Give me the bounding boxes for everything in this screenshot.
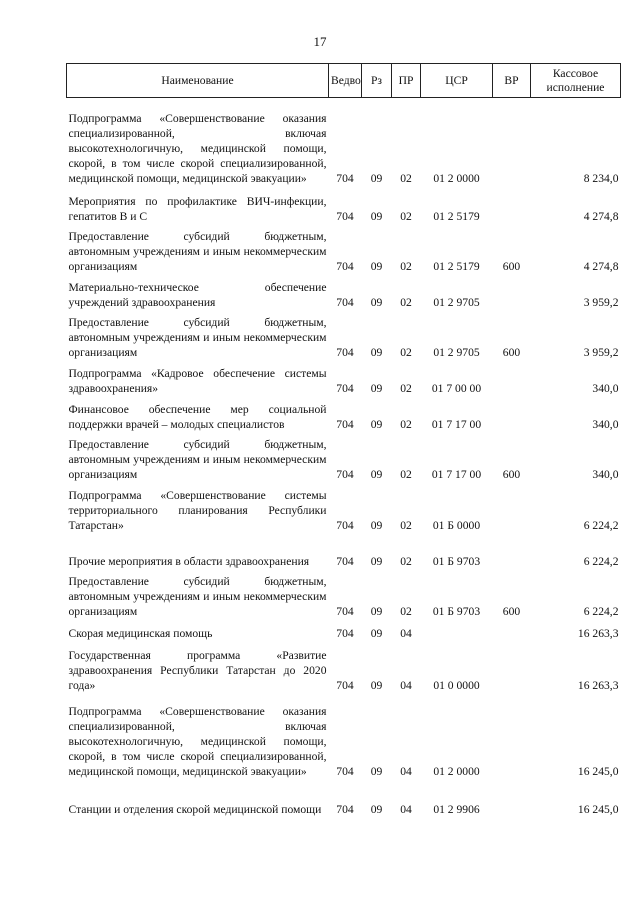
header-name: Наименование (67, 64, 329, 98)
table-row (67, 537, 621, 573)
cell-rz: 09 (370, 209, 383, 223)
cell-amount: 16 263,3 (577, 626, 619, 640)
cell-amount: 6 224,2 (583, 554, 619, 568)
header-pr: ПР (392, 64, 421, 98)
table-row (67, 645, 621, 697)
cell-rz: 09 (370, 467, 383, 481)
cell-pr: 04 (400, 678, 412, 692)
table-row (67, 623, 621, 645)
cell-name: Подпрограмма «Совершенствование оказания специализированной, включая высокотехнологичную, медицинской помощи, скорой, в том числе скорой специализированной, медицинской помощи, медицинской эвакуации» (68, 704, 327, 778)
table-row (67, 697, 621, 783)
cell-vedo: 704 (336, 295, 354, 309)
cell-rz: 09 (370, 518, 383, 532)
cell-name: Предоставление субсидий бюджетным, автономным учреждениям и иным некоммерческим организациям (68, 437, 327, 481)
cell-rz: 09 (370, 626, 383, 640)
cell-csr: 01 2 5179 (433, 209, 480, 223)
cell-csr: 01 7 17 00 (431, 467, 482, 481)
cell-name: Финансовое обеспечение мер социальной поддержки врачей – молодых специалистов (68, 402, 327, 431)
cell-vedo: 704 (336, 764, 354, 778)
cell-pr: 02 (400, 171, 412, 185)
cell-amount: 340,0 (592, 467, 619, 481)
cell-csr: 01 Б 0000 (432, 518, 481, 532)
table-row (67, 278, 621, 314)
cell-vr (493, 697, 531, 783)
cell-vedo: 704 (336, 604, 354, 618)
cell-amount: 6 224,2 (583, 518, 619, 532)
cell-pr: 04 (400, 764, 412, 778)
cell-amount: 6 224,2 (583, 604, 619, 618)
cell-amount: 4 274,8 (583, 259, 619, 273)
cell-vedo: 704 (336, 209, 354, 223)
cell-vr: 600 (502, 259, 521, 273)
page-number: 17 (313, 34, 327, 49)
cell-amount: 4 274,8 (583, 209, 619, 223)
cell-amount: 8 234,0 (583, 171, 619, 185)
cell-pr: 02 (400, 295, 412, 309)
cell-name: Скорая медицинская помощь (68, 626, 213, 640)
cell-name: Подпрограмма «Совершенствование оказания специализированной, включая высокотехнологичную, медицинской помощи, скорой, в том числе скорой специализированной, медицинской помощи, медицинской эвакуации» (68, 111, 327, 185)
cell-pr: 04 (400, 802, 412, 816)
cell-name: Материально-техническое обеспечение учреждений здравоохранения (68, 280, 327, 309)
cell-vr (493, 783, 531, 821)
cell-csr: 01 7 17 00 (431, 417, 482, 431)
cell-pr: 02 (400, 518, 412, 532)
cell-vr (493, 400, 531, 436)
cell-pr: 02 (400, 345, 412, 359)
cell-amount: 3 959,2 (583, 345, 619, 359)
cell-rz: 09 (370, 259, 383, 273)
cell-vedo: 704 (336, 802, 354, 816)
header-csr: ЦСР (421, 64, 493, 98)
table-row (67, 486, 621, 537)
cell-name: Мероприятия по профилактике ВИЧ-инфекции, гепатитов В и С (68, 194, 327, 223)
cell-pr: 02 (400, 467, 412, 481)
cell-csr: 01 2 0000 (433, 764, 480, 778)
cell-csr: 01 Б 9703 (432, 554, 481, 568)
cell-csr: 01 0 0000 (433, 678, 480, 692)
cell-name: Предоставление субсидий бюджетным, автономным учреждениям и иным некоммерческим организациям (68, 574, 327, 618)
cell-vr: 600 (502, 467, 521, 481)
cell-vr (493, 645, 531, 697)
table-row (67, 783, 621, 821)
cell-csr: 01 7 00 00 (431, 381, 482, 395)
cell-csr: 01 2 9906 (433, 802, 480, 816)
cell-csr: 01 Б 9703 (432, 604, 481, 618)
cell-vedo: 704 (336, 259, 354, 273)
table-row (67, 314, 621, 364)
cell-rz: 09 (370, 345, 383, 359)
cell-vr (493, 190, 531, 228)
cell-rz: 09 (370, 678, 383, 692)
cell-pr: 02 (400, 259, 412, 273)
cell-rz: 09 (370, 802, 383, 816)
header-vr: ВР (493, 64, 531, 98)
cell-vedo: 704 (336, 518, 354, 532)
cell-vedo: 704 (336, 467, 354, 481)
cell-vedo: 704 (336, 345, 354, 359)
cell-pr: 02 (400, 554, 412, 568)
header-vedo: Ведво (329, 64, 362, 98)
cell-rz: 09 (370, 171, 383, 185)
budget-table (66, 63, 621, 821)
cell-pr: 02 (400, 209, 412, 223)
cell-pr: 02 (400, 604, 412, 618)
cell-vedo: 704 (336, 171, 354, 185)
cell-rz: 09 (370, 764, 383, 778)
cell-rz: 09 (370, 604, 383, 618)
cell-amount: 16 245,0 (577, 764, 619, 778)
cell-name: Прочие мероприятия в области здравоохранения (68, 554, 310, 568)
table-header-row (67, 64, 621, 98)
cell-csr: 01 2 5179 (433, 259, 480, 273)
cell-rz: 09 (370, 554, 383, 568)
table-row (67, 190, 621, 228)
cell-csr (421, 623, 493, 645)
cell-csr: 01 2 9705 (433, 345, 480, 359)
cell-amount: 340,0 (592, 417, 619, 431)
cell-name: Предоставление субсидий бюджетным, автономным учреждениям и иным некоммерческим организациям (68, 229, 327, 273)
cell-vr (493, 98, 531, 190)
cell-vedo: 704 (336, 381, 354, 395)
cell-vedo: 704 (336, 626, 354, 640)
cell-name: Подпрограмма «Кадровое обеспечение системы здравоохранения» (68, 366, 327, 395)
table-row (67, 573, 621, 623)
cell-vr (493, 278, 531, 314)
cell-vedo: 704 (336, 554, 354, 568)
cell-name: Предоставление субсидий бюджетным, автономным учреждениям и иным некоммерческим организациям (68, 315, 327, 359)
cell-amount: 3 959,2 (583, 295, 619, 309)
cell-vr (493, 364, 531, 400)
cell-rz: 09 (370, 381, 383, 395)
cell-vr: 600 (502, 604, 521, 618)
header-kass: Кассовое исполнение (531, 64, 621, 98)
table-row (67, 364, 621, 400)
cell-vedo: 704 (336, 678, 354, 692)
cell-rz: 09 (370, 417, 383, 431)
cell-amount: 16 245,0 (577, 802, 619, 816)
cell-vr: 600 (502, 345, 521, 359)
cell-rz: 09 (370, 295, 383, 309)
cell-vr (493, 486, 531, 537)
cell-pr: 02 (400, 381, 412, 395)
cell-amount: 340,0 (592, 381, 619, 395)
table-row (67, 436, 621, 486)
cell-pr: 02 (400, 417, 412, 431)
cell-vedo: 704 (336, 417, 354, 431)
cell-amount: 16 263,3 (577, 678, 619, 692)
table-row (67, 228, 621, 278)
cell-vr (493, 537, 531, 573)
cell-csr: 01 2 0000 (433, 171, 480, 185)
header-rz: Рз (362, 64, 392, 98)
cell-name: Государственная программа «Развитие здравоохранения Республики Татарстан до 2020 года» (68, 648, 327, 692)
table-row (67, 400, 621, 436)
cell-pr: 04 (400, 626, 412, 640)
cell-csr: 01 2 9705 (433, 295, 480, 309)
table-row (67, 98, 621, 190)
cell-name: Станции и отделения скорой медицинской помощи (68, 802, 322, 816)
cell-name: Подпрограмма «Совершенствование системы территориального планирования Республики Татарстан» (68, 488, 327, 532)
cell-vr (493, 623, 531, 645)
